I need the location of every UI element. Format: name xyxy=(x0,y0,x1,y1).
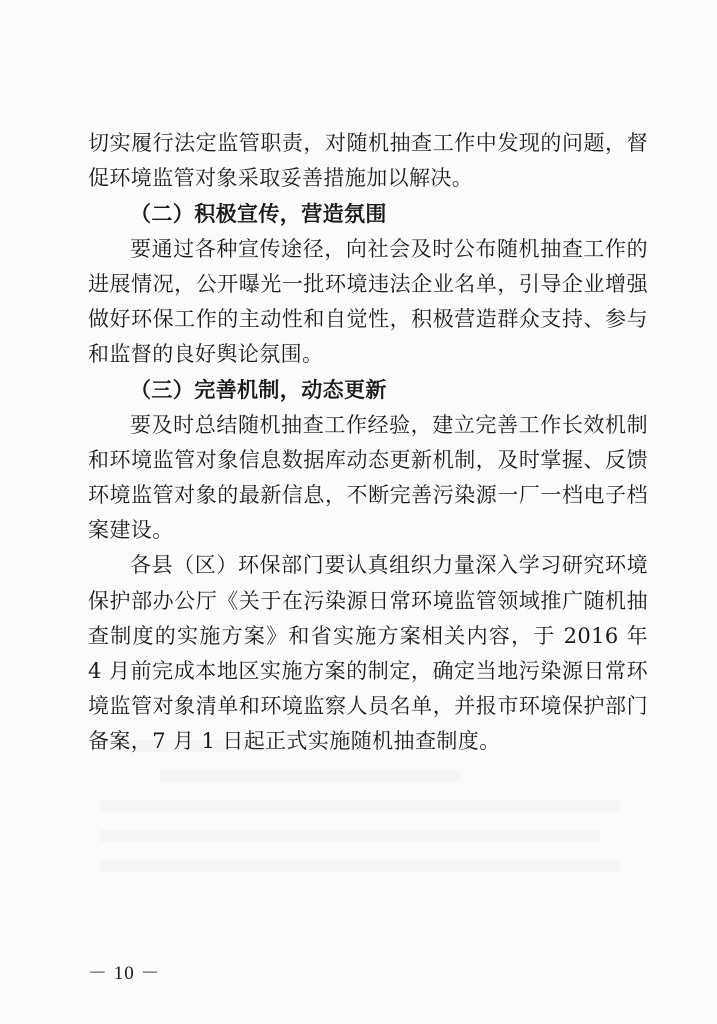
paragraph-continuation: 切实履行法定监管职责，对随机抽查工作中发现的问题，督促环境监管对象采取妥善措施加以解决。 xyxy=(88,131,648,191)
paragraph-publicity: 要通过各种宣传途径，向社会及时公布随机抽查工作的进展情况，公开曝光一批环境违法企业名单，引导企业增强做好环保工作的主动性和自觉性，积极营造群众支持、参与和监督的良好舆论氛围。 xyxy=(88,236,648,367)
paragraph-mechanism: 要及时总结随机抽查工作经验，建立完善工作长效机制和环境监管对象信息数据库动态更新机制，及时掌握、反馈环境监管对象的最新信息，不断完善污染源一厂一档电子档案建设。 xyxy=(88,412,648,543)
paragraph-implementation: 各县（区）环保部门要认真组织力量深入学习研究环境保护部办公厅《关于在污染源日常环境监管领域推广随机抽查制度的实施方案》和省实施方案相关内容，于 2016 年 4 月前完成本地区实施方案的制定，确定当地污染源日常环境监管对象清单和环境监察人员名单，并报市环境保护部门备案，7 月 1 日起正式实施随机抽查制度。 xyxy=(88,553,648,754)
section-heading-publicity: （二）积极宣传，营造氛围 xyxy=(130,201,387,227)
section-heading-mechanism: （三）完善机制，动态更新 xyxy=(130,377,387,403)
page-number: － 10 － xyxy=(88,963,161,984)
document-body xyxy=(88,126,648,760)
